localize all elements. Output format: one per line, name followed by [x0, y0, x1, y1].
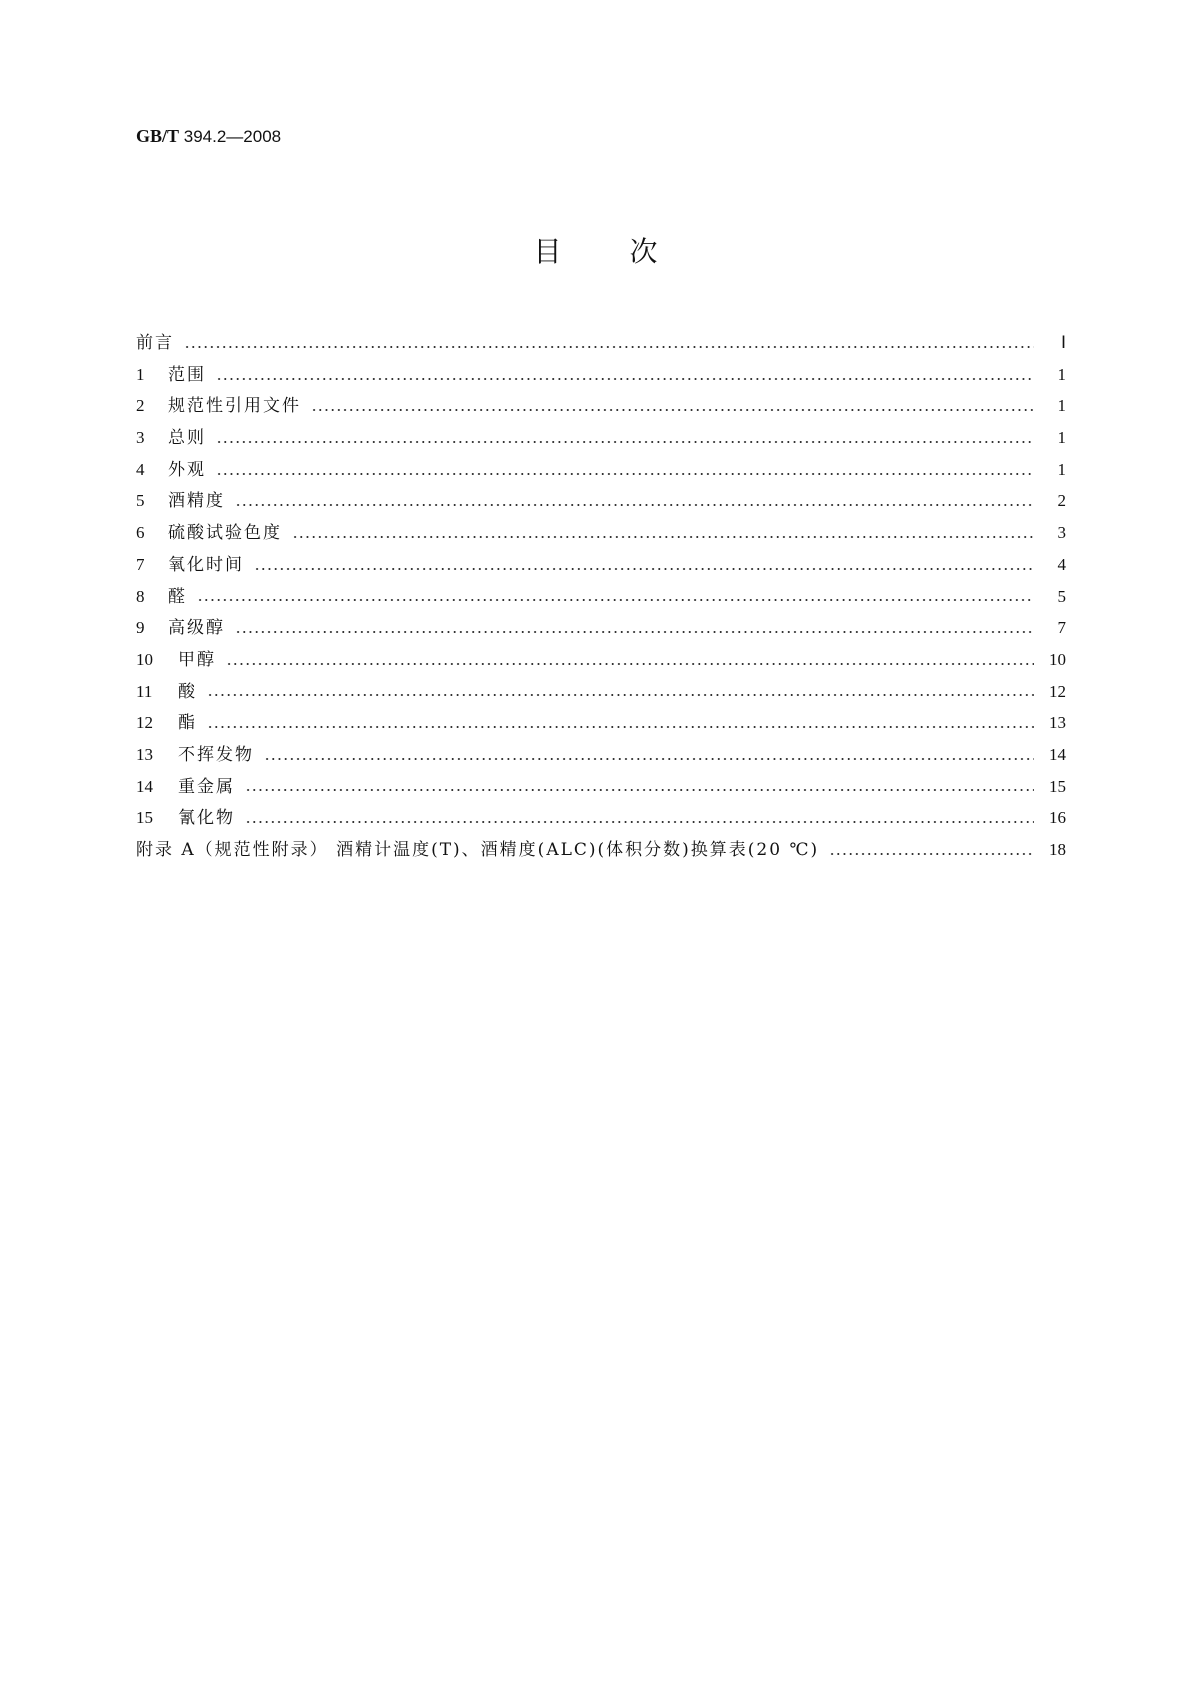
standard-number	[136, 126, 281, 147]
page-title	[0, 230, 1191, 270]
toc-entry-label: 硫酸试验色度	[168, 523, 282, 544]
toc-entry-page: 5	[1057, 586, 1066, 606]
toc-entry-label: 前言	[136, 333, 174, 353]
standard-code: GB/T	[136, 126, 180, 146]
toc-entry-label: 重金属	[178, 776, 235, 797]
dot-leader	[235, 631, 1034, 633]
toc-entry[interactable]	[136, 486, 1066, 518]
toc-entry-page: 1	[1057, 428, 1066, 448]
toc-entry-page: Ⅰ	[1060, 333, 1066, 352]
table-of-contents	[136, 328, 1066, 867]
dot-leader	[254, 568, 1034, 570]
toc-entry-page: 15	[1049, 776, 1066, 796]
title-char: 次	[629, 235, 658, 268]
toc-entry-number: 6	[136, 523, 145, 543]
toc-entry-page: 14	[1049, 744, 1066, 764]
toc-entry-page: 12	[1049, 681, 1066, 701]
toc-entry-page: 4	[1057, 554, 1066, 574]
dot-leader	[245, 789, 1034, 791]
toc-entry-page: 13	[1049, 713, 1066, 733]
dot-leader	[216, 441, 1034, 443]
toc-entry-label: 氧化时间	[168, 554, 244, 575]
toc-entry-number: 10	[136, 649, 153, 669]
toc-entry[interactable]	[136, 803, 1066, 835]
dot-leader	[311, 409, 1034, 411]
toc-entry-label: 甲醇	[178, 649, 216, 670]
toc-entry-page: 1	[1057, 396, 1066, 416]
toc-entry[interactable]	[136, 708, 1066, 740]
dot-leader	[292, 536, 1034, 538]
toc-entry[interactable]	[136, 550, 1066, 582]
toc-entry-number: 8	[136, 586, 145, 606]
toc-entry[interactable]	[136, 391, 1066, 423]
toc-entry-number: 7	[136, 554, 145, 574]
toc-entry-number: 4	[136, 459, 145, 479]
toc-entry-number: 12	[136, 713, 153, 733]
toc-entry-page: 2	[1057, 491, 1066, 511]
dot-leader	[216, 378, 1034, 380]
toc-entry[interactable]	[136, 582, 1066, 614]
toc-entry[interactable]	[136, 423, 1066, 455]
toc-entry[interactable]	[136, 835, 1066, 867]
dot-leader	[829, 853, 1034, 855]
toc-entry-label: 高级醇	[168, 618, 225, 639]
dot-leader	[226, 663, 1034, 665]
toc-entry-label: 不挥发物	[178, 744, 254, 765]
toc-entry[interactable]	[136, 613, 1066, 645]
toc-entry-page: 3	[1057, 523, 1066, 543]
toc-entry-number: 11	[136, 681, 153, 701]
toc-entry[interactable]	[136, 677, 1066, 709]
toc-entry[interactable]	[136, 518, 1066, 550]
toc-entry-number: 14	[136, 776, 153, 796]
dot-leader	[235, 504, 1034, 506]
dot-leader	[207, 726, 1034, 728]
toc-entry-label: 规范性引用文件	[168, 396, 301, 417]
toc-entry-page: 1	[1057, 459, 1066, 479]
toc-entry[interactable]	[136, 455, 1066, 487]
toc-entry-label: 酸	[178, 681, 197, 702]
toc-entry-label: 酯	[178, 713, 197, 734]
toc-entry[interactable]	[136, 360, 1066, 392]
toc-entry-page: 1	[1057, 364, 1066, 384]
toc-entry[interactable]	[136, 772, 1066, 804]
toc-entry-page: 16	[1049, 808, 1066, 828]
toc-entry[interactable]	[136, 645, 1066, 677]
toc-entry-page: 18	[1049, 840, 1066, 859]
toc-entry-number: 5	[136, 491, 145, 511]
title-char: 目	[533, 235, 562, 268]
toc-entry-number: 1	[136, 364, 145, 384]
toc-entry-page: 10	[1049, 649, 1066, 669]
toc-entry-label: 氰化物	[178, 808, 235, 829]
toc-entry-label: 范围	[168, 364, 206, 385]
standard-id: 394.2—2008	[183, 127, 282, 146]
toc-entry-number: 15	[136, 808, 153, 828]
toc-entry[interactable]	[136, 328, 1066, 360]
dot-leader	[216, 473, 1034, 475]
dot-leader	[264, 758, 1034, 760]
toc-entry-label: 总则	[168, 428, 206, 449]
toc-entry-label: 附录 A（规范性附录） 酒精计温度(T)、酒精度(ALC)(体积分数)换算表(20 ℃)	[136, 840, 820, 860]
toc-entry-label: 外观	[168, 459, 206, 480]
toc-entry-page: 7	[1057, 618, 1066, 638]
toc-entry-number: 9	[136, 618, 145, 638]
dot-leader	[207, 694, 1034, 696]
dot-leader	[197, 599, 1034, 601]
toc-entry[interactable]	[136, 740, 1066, 772]
toc-entry-label: 醛	[168, 586, 187, 607]
dot-leader	[184, 346, 1034, 348]
toc-entry-number: 2	[136, 396, 145, 416]
toc-entry-number: 13	[136, 744, 153, 764]
dot-leader	[245, 821, 1034, 823]
toc-entry-number: 3	[136, 428, 145, 448]
toc-entry-label: 酒精度	[168, 491, 225, 512]
